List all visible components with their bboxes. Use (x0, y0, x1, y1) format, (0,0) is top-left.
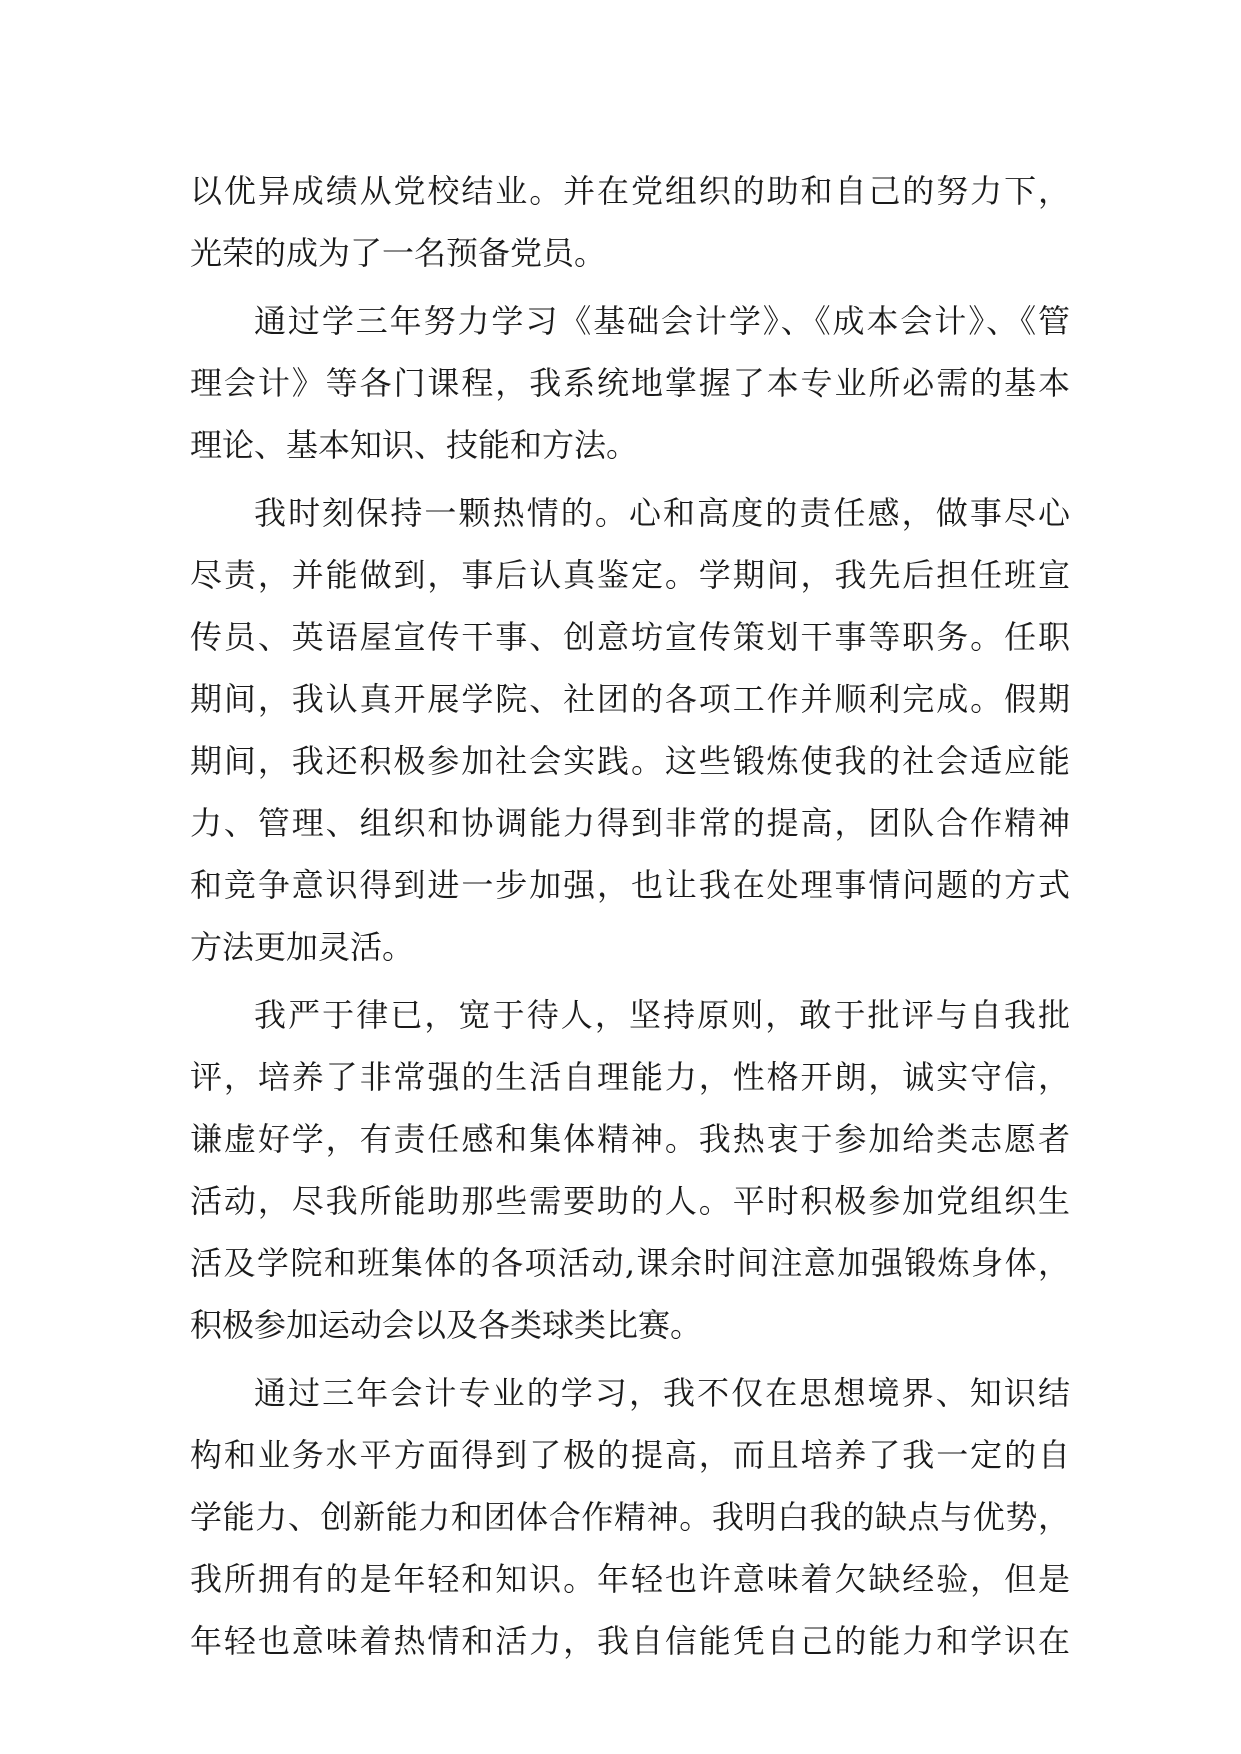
paragraph-5 (190, 1362, 1070, 1672)
text-line: 期间，我认真开展学院、社团的各项工作并顺利完成。假期 (190, 680, 1070, 718)
text-line: 我严于律已，宽于待人，坚持原则，敢于批评与自我批 (254, 996, 1070, 1034)
text-line: 传员、英语屋宣传干事、创意坊宣传策划干事等职务。任职 (190, 618, 1070, 656)
text-line: 力、管理、组织和协调能力得到非常的提高，团队合作精神 (190, 804, 1070, 842)
paragraph-3 (190, 482, 1070, 978)
text-line: 通过学三年努力学习《基础会计学》、《成本会计》、《管 (254, 302, 1070, 340)
text-line: 活动，尽我所能助那些需要助的人。平时积极参加党组织生 (190, 1182, 1070, 1220)
text-line: 我所拥有的是年轻和知识。年轻也许意味着欠缺经验，但是 (190, 1560, 1070, 1598)
text-line: 期间，我还积极参加社会实践。这些锻炼使我的社会适应能 (190, 742, 1070, 780)
text-line: 和竞争意识得到进一步加强，也让我在处理事情问题的方式 (190, 866, 1070, 904)
paragraph-2 (190, 290, 1070, 476)
text-line: 构和业务水平方面得到了极的提高，而且培养了我一定的自 (190, 1436, 1070, 1474)
text-line: 方法更加灵活。 (190, 928, 415, 966)
text-line: 理论、基本知识、技能和方法。 (190, 426, 639, 464)
text-line: 学能力、创新能力和团体合作精神。我明白我的缺点与优势， (190, 1498, 1070, 1536)
text-line: 我时刻保持一颗热情的。心和高度的责任感，做事尽心 (254, 494, 1070, 532)
document-body (190, 160, 1070, 1672)
text-line: 通过三年会计专业的学习，我不仅在思想境界、知识结 (254, 1374, 1070, 1412)
text-line: 年轻也意味着热情和活力，我自信能凭自己的能力和学识在 (190, 1622, 1070, 1660)
text-line: 评，培养了非常强的生活自理能力，性格开朗，诚实守信， (190, 1058, 1070, 1096)
text-line: 理会计》等各门课程，我系统地掌握了本专业所必需的基本 (190, 364, 1070, 402)
text-line: 谦虚好学，有责任感和集体精神。我热衷于参加给类志愿者 (190, 1120, 1070, 1158)
text-line: 积极参加运动会以及各类球类比赛。 (190, 1306, 703, 1344)
paragraph-4 (190, 984, 1070, 1356)
text-line: 以优异成绩从党校结业。并在党组织的助和自己的努力下， (190, 172, 1070, 210)
text-line: 光荣的成为了一名预备党员。 (190, 234, 607, 272)
paragraph-1 (190, 160, 1070, 284)
text-line: 尽责，并能做到，事后认真鉴定。学期间，我先后担任班宣 (190, 556, 1070, 594)
text-line: 活及学院和班集体的各项活动,课余时间注意加强锻炼身体， (190, 1244, 1070, 1282)
